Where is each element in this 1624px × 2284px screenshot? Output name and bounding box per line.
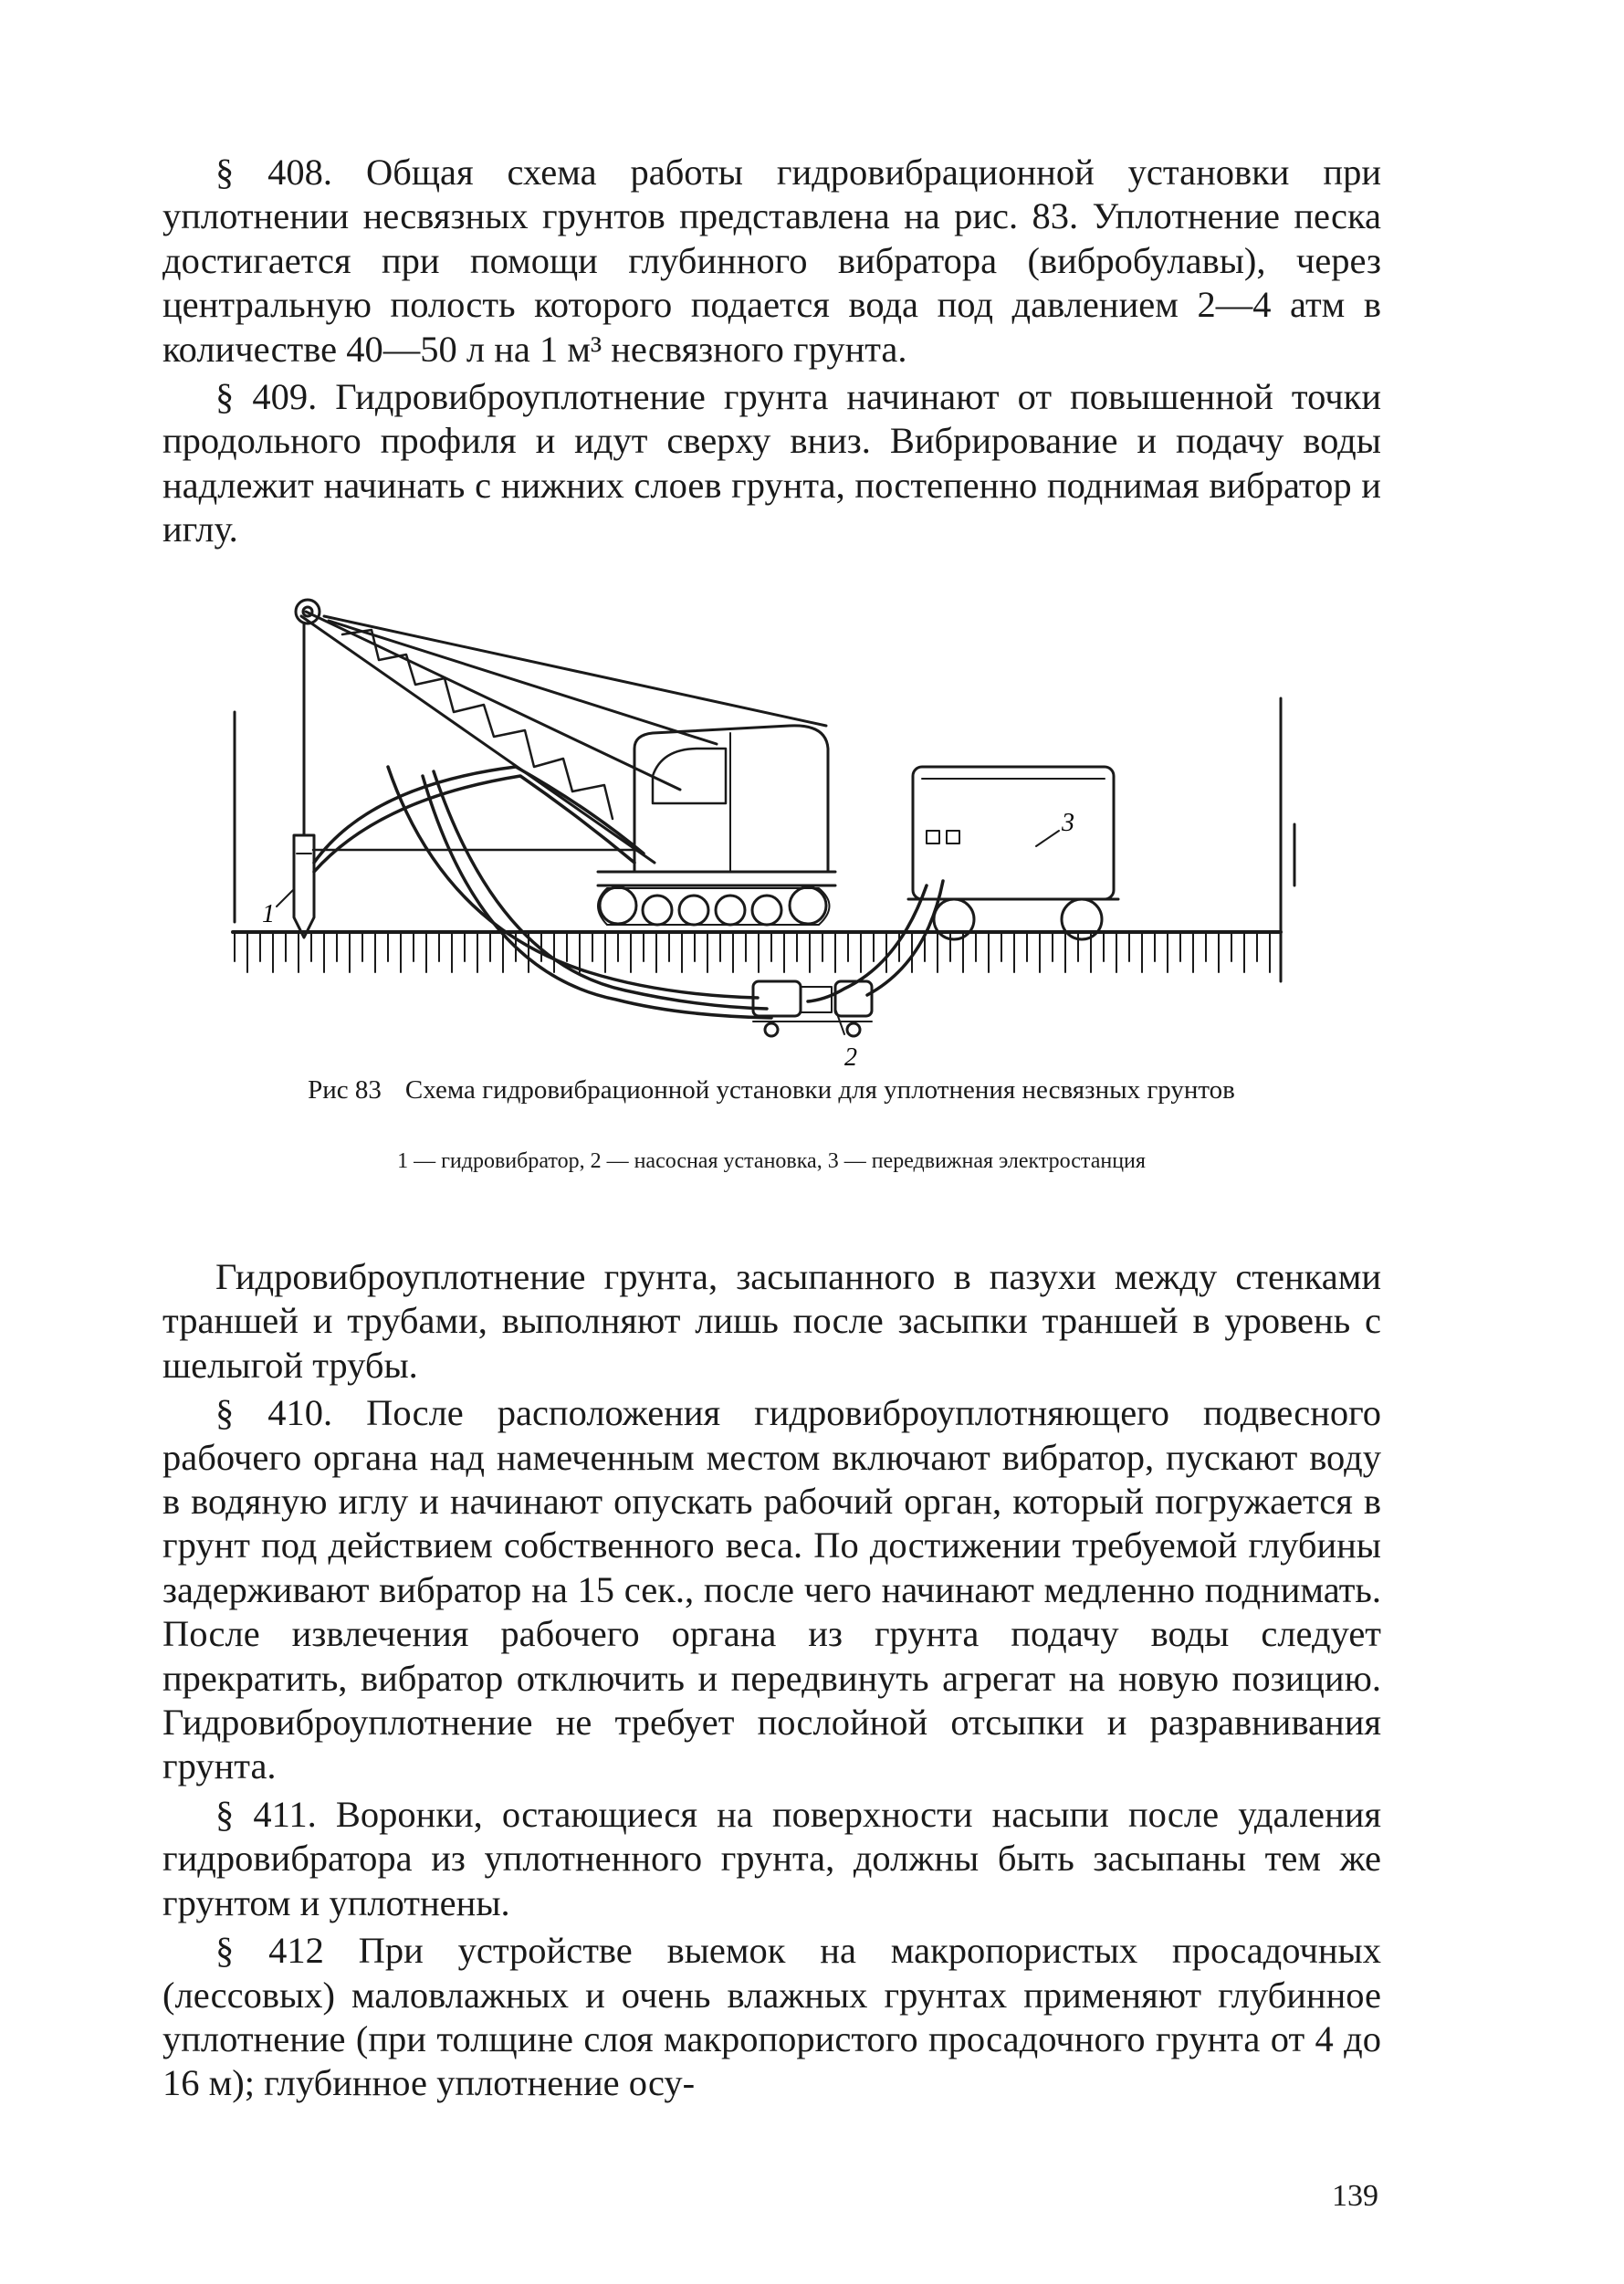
page-number: 139 [1332, 2179, 1378, 2213]
paragraph-412: § 412 При устройстве выемок на макропористых просадочных (лессовых) маловлажных и очень влажных грунтах применяют глубинное уплотнение (при толщине слоя макропористого просадочного грунта от 4 до 16 м); глубинное уплотнение осу- [162, 1930, 1381, 2104]
figure-title: Схема гидровибрационной установки для уплотнения несвязных грунтов [404, 1075, 1235, 1105]
paragraph-410: § 410. После расположения гидровиброуплотняющего подвесного рабочего органа над намеченным местом включают вибратор, пускают воду в водяную иглу и начинают опускать рабочий орган, который погружается в грунт под действием собственного веса. По достижении требуемой глубины задерживают вибратор на 15 сек., после чего начинают медленно поднимать. После извлечения рабочего органа из грунта подачу воды следует прекратить, вибратор отключить и передвинуть агрегат на новую позицию. Гидровиброуплотнение не требует послойной отсыпки и разравнивания грунта. [162, 1392, 1381, 1787]
paragraph-continuation: Гидровиброуплотнение грунта, засыпанного в пазухи между стенками траншей и трубами, выполняют лишь после засыпки траншей в уровень с шелыгой трубы. [162, 1256, 1381, 1386]
crane-tracks [598, 887, 830, 925]
figure-legend: 1 — гидровибратор, 2 — насосная установка, 3 — передвижная электростанция [397, 1149, 1146, 1173]
figure-caption [173, 1075, 1369, 1105]
power-station [908, 767, 1118, 939]
text-block-top [162, 151, 1381, 552]
crane-boom [301, 612, 826, 863]
text-block-bottom [162, 1255, 1381, 2106]
paragraph-411: § 411. Воронки, остающиеся на поверхности насыпи после удаления гидровибратора из уплотненного грунта, должны быть засыпаны тем же грунтом и уплотнены. [162, 1793, 1381, 1923]
figure-83-diagram [205, 580, 1324, 1072]
pump-unit [753, 981, 872, 1036]
callout-3: 3 [1062, 809, 1074, 837]
paragraph-409: § 409. Гидровиброуплотнение грунта начинают от повышенной точки продольного профиля и идут сверху вниз. Вибрирование и подачу воды надлежит начинать с нижних слоев грунта, постепенно поднимая вибратор и иглу. [162, 376, 1381, 550]
figure-number: Рис 83 [308, 1075, 382, 1105]
paragraph-408: § 408. Общая схема работы гидровибрационной установки при уплотнении несвязных грунтов представлена на рис. 83. Уплотнение песка достигается при помощи глубинного вибратора (вибробулавы), через центральную полость которого подается вода под давлением 2—4 атм в количестве 40—50 л на 1 м³ несвязного грунта. [162, 152, 1381, 370]
callout-2: 2 [844, 1043, 857, 1072]
callout-1: 1 [262, 900, 275, 928]
vibrator-body [294, 835, 314, 938]
